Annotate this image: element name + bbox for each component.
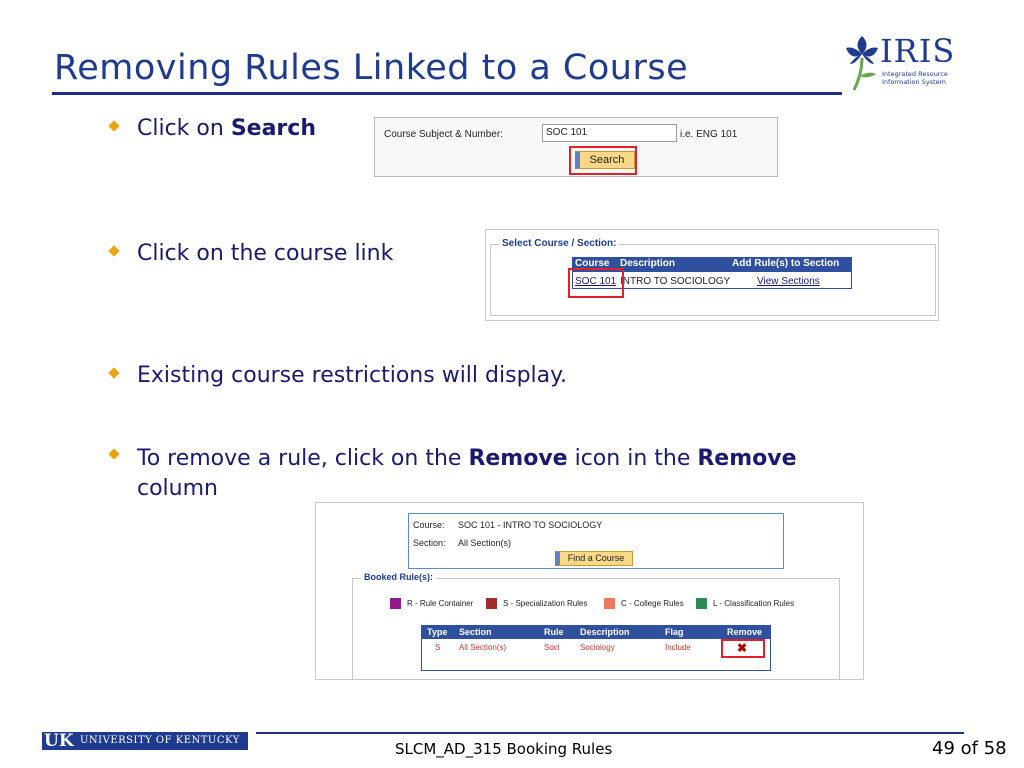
search-panel-screenshot: [374, 117, 778, 177]
uk-logo: [42, 732, 248, 750]
view-sections-link[interactable]: View Sections: [757, 276, 820, 287]
course-subject-input[interactable]: SOC 101: [542, 124, 677, 142]
rule-container-label: R - Rule Container: [407, 599, 474, 608]
bullet-2: Click on the course link: [137, 241, 393, 266]
course-value: SOC 101 - INTRO TO SOCIOLOGY: [458, 520, 603, 530]
course-info-box: [408, 513, 784, 569]
course-hint: i.e. ENG 101: [680, 129, 738, 140]
iris-logo: [842, 32, 962, 96]
select-course-screenshot: [485, 229, 939, 321]
col-flag: Flag: [665, 627, 684, 637]
col-description: Description: [580, 627, 630, 637]
bullet-1-bold: Search: [230, 116, 316, 141]
university-name: UNIVERSITY OF KENTUCKY: [80, 735, 240, 746]
logo-wordmark: IRIS: [880, 32, 956, 70]
page-number: 49 of 58: [932, 738, 1007, 759]
booked-rules-screenshot: [315, 502, 864, 680]
col-course: Course: [575, 258, 610, 269]
find-course-button[interactable]: Find a Course: [555, 551, 633, 566]
col-add-rules: Add Rule(s) to Section: [732, 258, 840, 269]
select-course-legend: Select Course / Section:: [499, 238, 619, 249]
remove-highlight-box: [721, 639, 765, 658]
bullet-diamond-icon: [108, 448, 119, 459]
college-swatch: [604, 598, 615, 609]
college-label: C - College Rules: [621, 599, 684, 608]
logo-subtitle: Integrated Resource Information System: [882, 70, 948, 86]
specialization-label: S - Specialization Rules: [503, 599, 588, 608]
course-label: Course:: [413, 520, 445, 530]
search-highlight-box: [569, 146, 637, 175]
col-remove: Remove: [727, 627, 763, 637]
classification-swatch: [696, 598, 707, 609]
footer-rule: [256, 732, 964, 734]
slide-title: Removing Rules Linked to a Course: [54, 48, 689, 88]
specialization-swatch: [486, 598, 497, 609]
col-type: Type: [427, 627, 448, 637]
col-section: Section: [459, 627, 492, 637]
title-underline: [52, 92, 842, 95]
footer-title: SLCM_AD_315 Booking Rules: [395, 740, 613, 758]
search-button[interactable]: Search: [575, 151, 635, 169]
bullet-diamond-icon: [108, 367, 119, 378]
rule-code: Soci: [544, 643, 560, 652]
rule-type: S: [435, 643, 441, 652]
course-link[interactable]: SOC 101: [575, 276, 617, 287]
bullet-4: To remove a rule, click on the Remove icon in the Remove column: [137, 444, 877, 504]
bullet-3: Existing course restrictions will display.: [137, 363, 567, 388]
rule-section: All Section(s): [459, 643, 507, 652]
course-description: INTRO TO SOCIOLOGY: [620, 276, 731, 287]
col-description: Description: [620, 258, 676, 269]
course-link-highlight-box: [568, 268, 624, 298]
bullet-diamond-icon: [108, 120, 119, 131]
bullet-1: Click on Search: [137, 116, 316, 141]
booked-rules-legend: Booked Rule(s):: [361, 572, 436, 582]
uk-mark: UK: [44, 731, 74, 751]
section-label: Section:: [413, 538, 446, 548]
iris-flower-icon: [842, 32, 882, 92]
course-subject-label: Course Subject & Number:: [384, 129, 503, 140]
rule-flag: Include: [665, 643, 691, 652]
remove-x-icon[interactable]: ✖: [736, 641, 748, 655]
col-rule: Rule: [544, 627, 564, 637]
rules-table-border: [421, 625, 771, 671]
bullet-diamond-icon: [108, 245, 119, 256]
section-value: All Section(s): [458, 538, 512, 548]
rule-description: Sociology: [580, 643, 615, 652]
classification-label: L - Classification Rules: [713, 599, 795, 608]
rule-container-swatch: [390, 598, 401, 609]
